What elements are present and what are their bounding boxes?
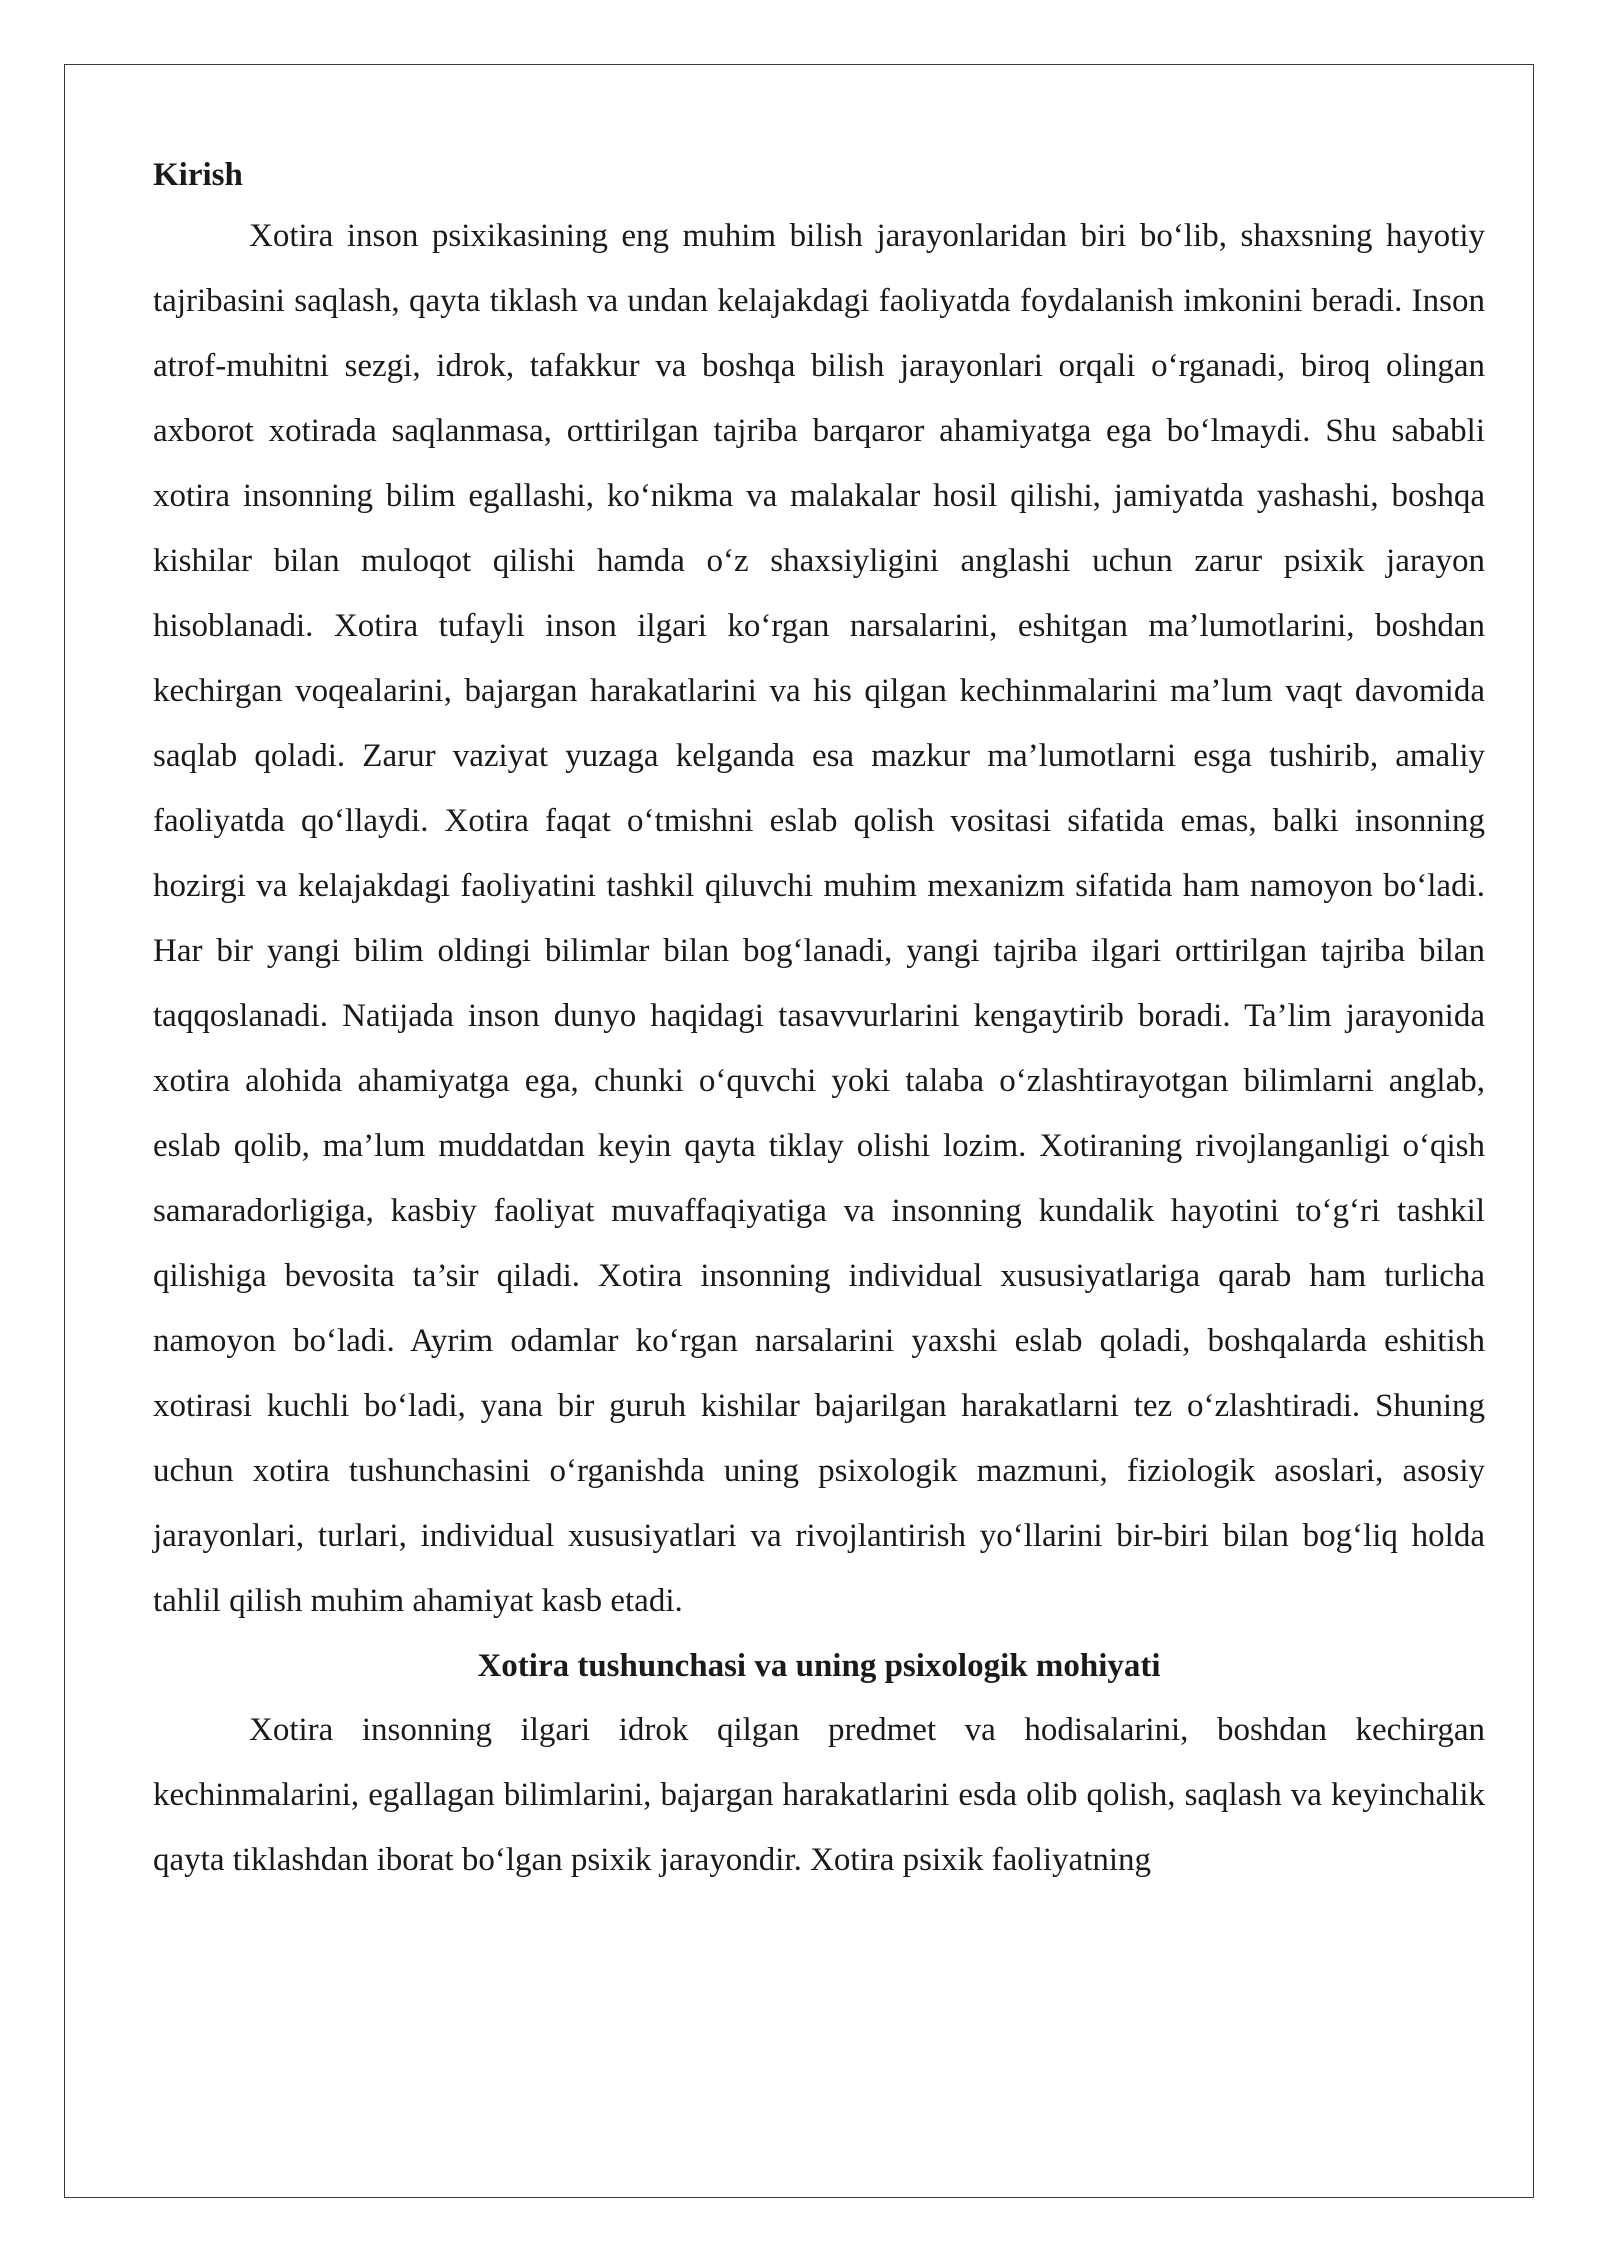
- paragraph-memory-concept: Xotira insonning ilgari idrok qilgan predmet va hodisalarini, boshdan kechirgan kechinmalarini, egallagan bilimlarini, bajargan harakatlarini esda olib qolish, saqlash va keyinchalik qayta tiklashdan iborat bo‘lgan psixik jarayondir. Xotira psixik faoliyatning: [153, 1712, 1485, 1878]
- section-heading-introduction: Kirish: [153, 157, 243, 193]
- section-heading-memory-concept: Xotira tushunchasi va uning psixologik mohiyati: [477, 1648, 1161, 1684]
- document-body: [153, 146, 1485, 1893]
- paragraph-introduction: Xotira inson psixikasining eng muhim bilish jarayonlaridan biri bo‘lib, shaxsning hayotiy tajribasini saqlash, qayta tiklash va undan kelajakdagi faoliyatda foydalanish imkonini beradi. Inson atrof-muhitni sezgi, idrok, tafakkur va boshqa bilish jarayonlari orqali o‘rganadi, biroq olingan axborot xotirada saqlanmasa, orttirilgan tajriba barqaror ahamiyatga ega bo‘lmaydi. Shu sababli xotira insonning bilim egallashi, ko‘nikma va malakalar hosil qilishi, jamiyatda yashashi, boshqa kishilar bilan muloqot qilishi hamda o‘z shaxsiyligini anglashi uchun zarur psixik jarayon hisoblanadi. Xotira tufayli inson ilgari ko‘rgan narsalarini, eshitgan ma’lumotlarini, boshdan kechirgan voqealarini, bajargan harakatlarini va his qilgan kechinmalarini ma’lum vaqt davomida saqlab qoladi. Zarur vaziyat yuzaga kelganda esa mazkur ma’lumotlarni esga tushirib, amaliy faoliyatda qo‘llaydi. Xotira faqat o‘tmishni eslab qolish vositasi sifatida emas, balki insonning hozirgi va kelajakdagi faoliyatini tashkil qiluvchi muhim mexanizm sifatida ham namoyon bo‘ladi. Har bir yangi bilim oldingi bilimlar bilan bog‘lanadi, yangi tajriba ilgari orttirilgan tajriba bilan taqqoslanadi. Natijada inson dunyo haqidagi tasavvurlarini kengaytirib boradi. Ta’lim jarayonida xotira alohida ahamiyatga ega, chunki o‘quvchi yoki talaba o‘zlashtirayotgan bilimlarni anglab, eslab qolib, ma’lum muddatdan keyin qayta tiklay olishi lozim. Xotiraning rivojlanganligi o‘qish samaradorligiga, kasbiy faoliyat muvaffaqiyatiga va insonning kundalik hayotini to‘g‘ri tashkil qilishiga bevosita ta’sir qiladi. Xotira insonning individual xususiyatlariga qarab ham turlicha namoyon bo‘ladi. Ayrim odamlar ko‘rgan narsalarini yaxshi eslab qoladi, boshqalarda eshitish xotirasi kuchli bo‘ladi, yana bir guruh kishilar bajarilgan harakatlarni tez o‘zlashtiradi. Shuning uchun xotira tushunchasini o‘rganishda uning psixologik mazmuni, fiziologik asoslari, asosiy jarayonlari, turlari, individual xususiyatlari va rivojlantirish yo‘llarini bir-biri bilan bog‘liq holda tahlil qilish muhim ahamiyat kasb etadi.: [153, 218, 1485, 1619]
